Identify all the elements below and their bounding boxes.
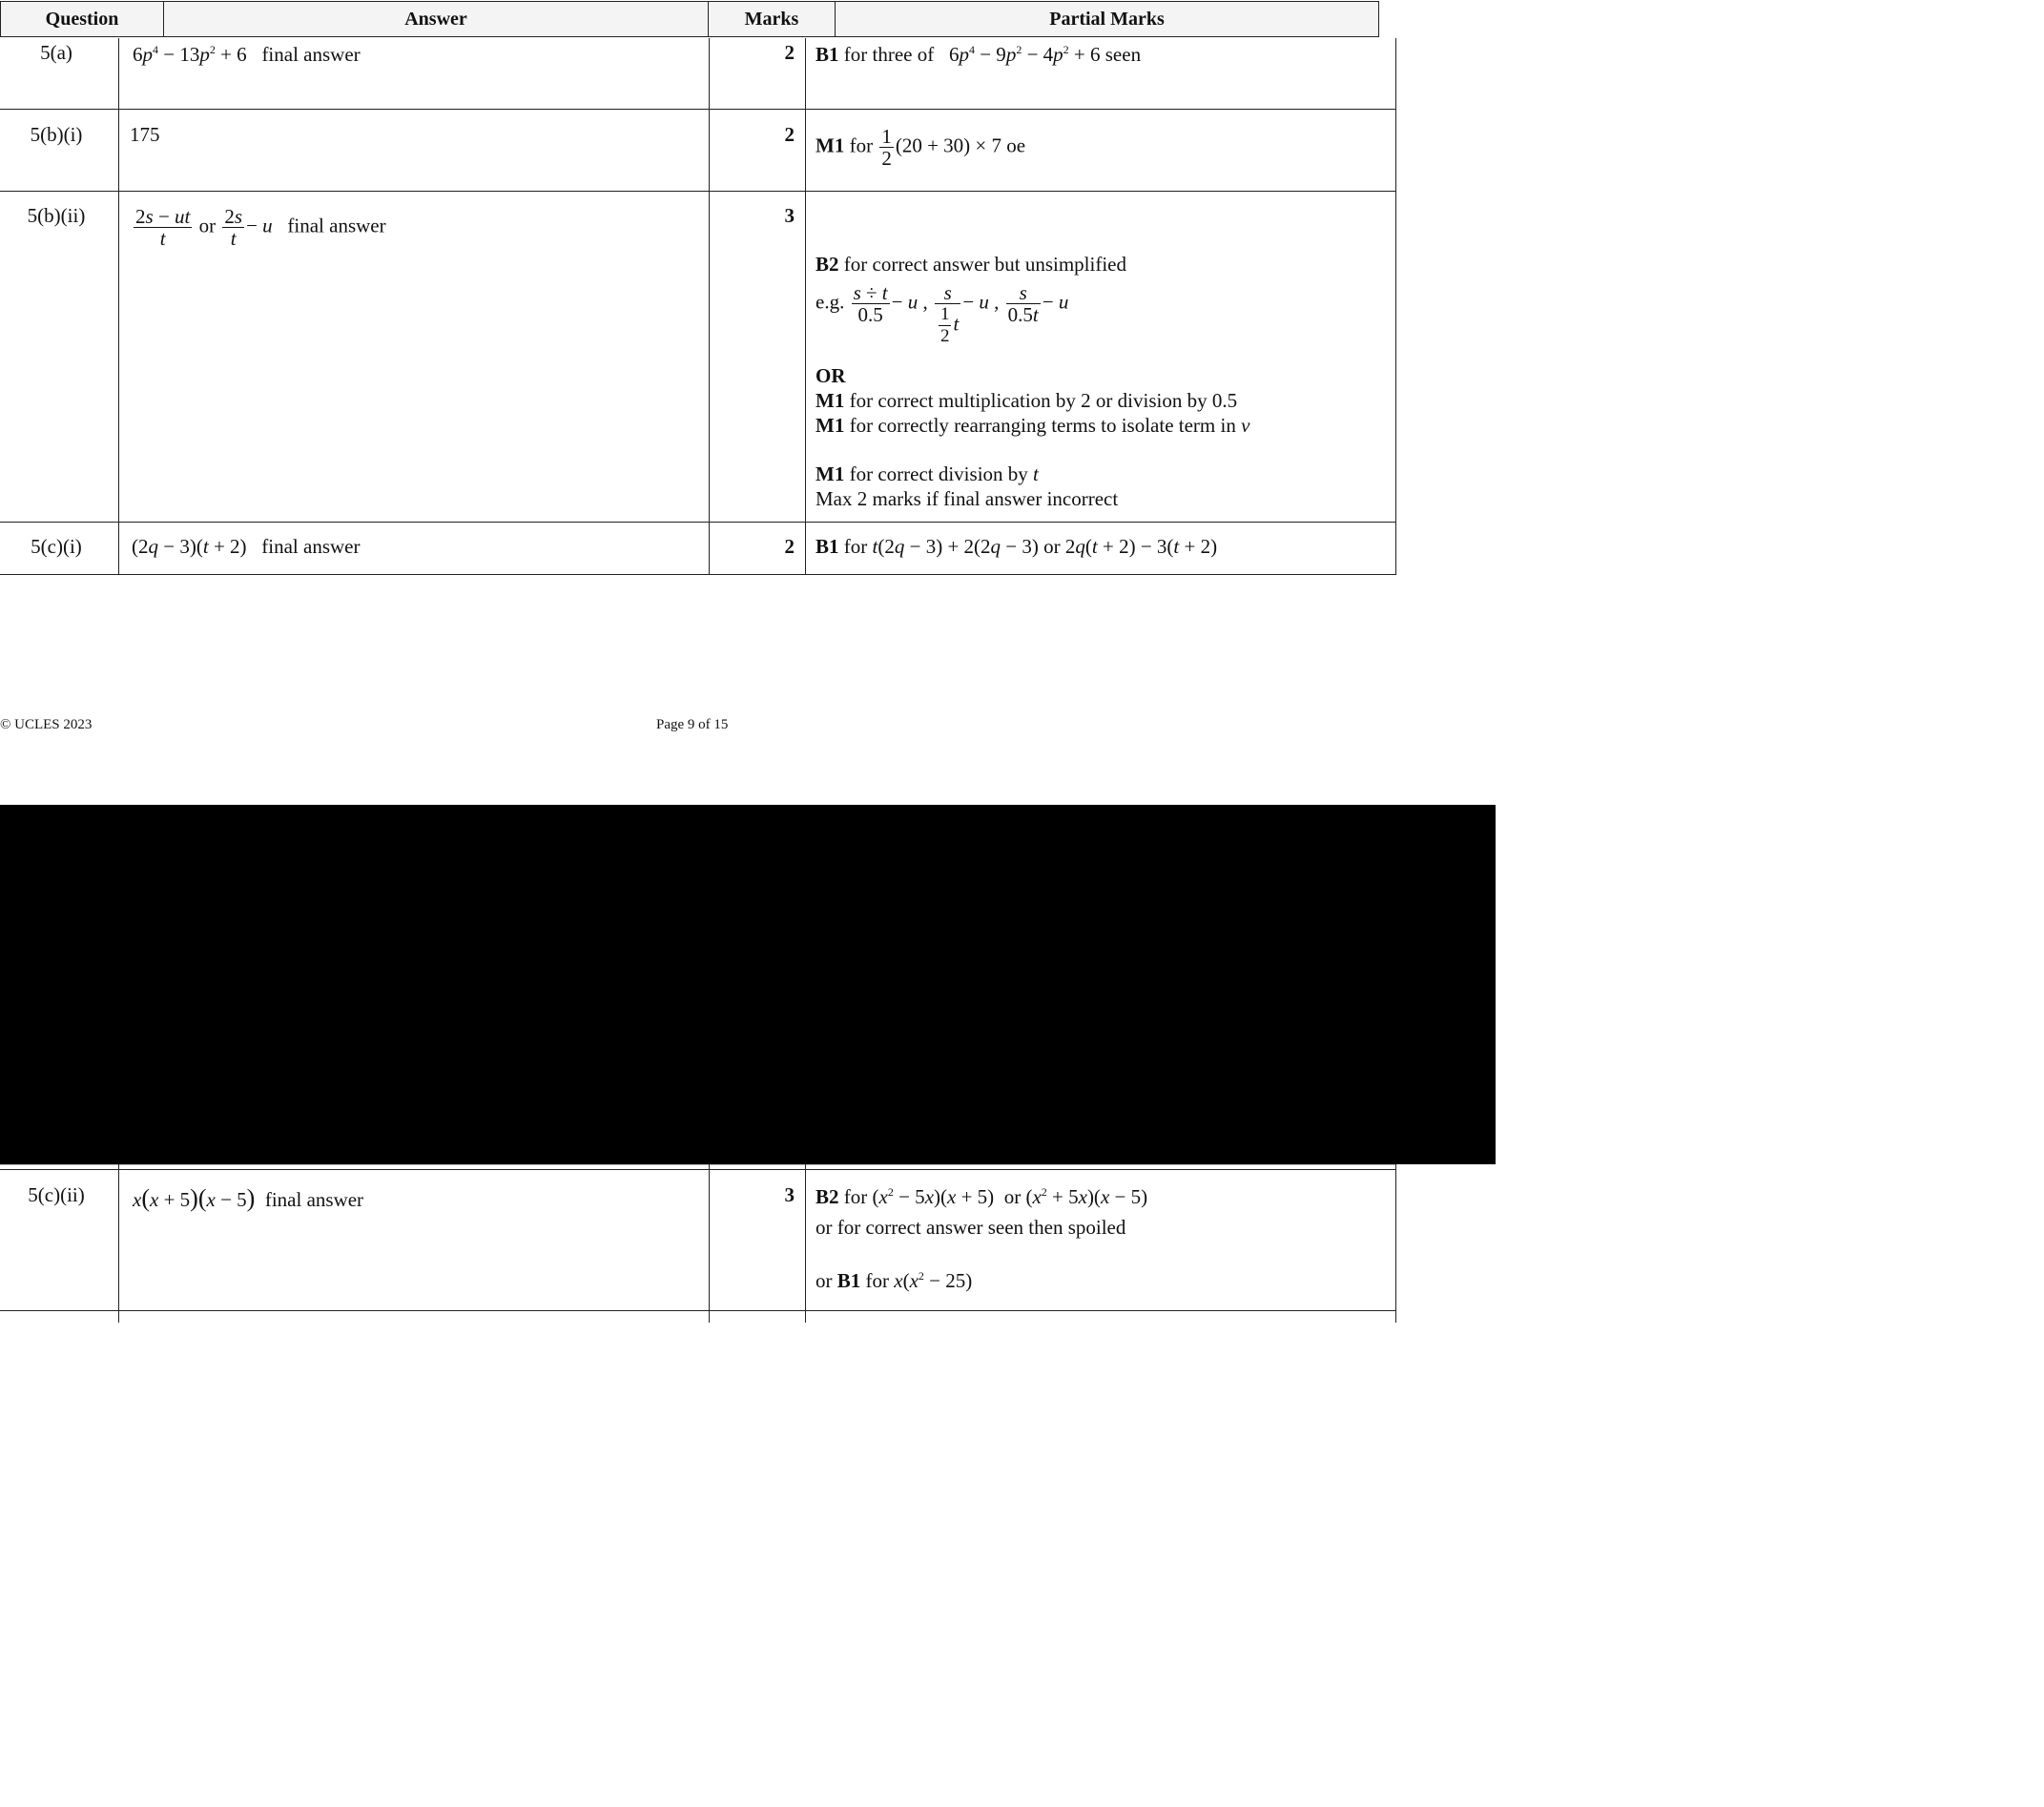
header-partial <box>835 1 1379 37</box>
grid-line <box>1395 38 1396 575</box>
partial-or: or <box>1043 535 1061 558</box>
example-fraction-3: $\frac{s}{0.5t}$ <box>1007 281 1039 326</box>
partial-text: for correct division by <box>849 462 1028 485</box>
header-answer <box>163 1 709 37</box>
marks-value: 2 <box>784 41 795 64</box>
partial-lead: M1 <box>816 389 845 412</box>
partial-suffix: seen <box>1105 43 1142 66</box>
partial-lead: M1 <box>816 414 845 437</box>
answer-suffix: final answer <box>264 1188 364 1211</box>
question-number: 5(a) <box>40 41 72 64</box>
partial-expression: $6p^4 - 9p^2 - 4p^2 + 6$ <box>948 43 1101 66</box>
partial-text: for <box>865 1269 890 1292</box>
header-question-label: Question <box>45 8 119 30</box>
grid-line <box>0 1164 1396 1165</box>
marks-value: 3 <box>784 204 795 227</box>
question-number: 5(c)(i) <box>31 535 82 558</box>
grid-line <box>709 1164 710 1323</box>
partial-lead: B1 <box>816 535 839 558</box>
question-number: 5(c)(ii) <box>28 1183 85 1206</box>
answer-suffix: final answer <box>261 43 361 66</box>
marks-value: 2 <box>784 535 795 558</box>
answer-fraction-2: $\frac{2s}{t}$ <box>224 205 243 250</box>
grid-line <box>118 1164 119 1323</box>
partial-lead: M1 <box>816 462 845 485</box>
question-number: 5(b)(ii) <box>27 204 86 227</box>
partial-5ci <box>816 535 1217 559</box>
answer-5cii <box>133 1184 363 1213</box>
partial-lead: B1 <box>816 43 839 66</box>
partial-expression: $x(x^2 - 25)$ <box>894 1269 973 1292</box>
answer-5ci <box>132 535 361 559</box>
grid-line <box>709 38 710 575</box>
answer-5bii: $\frac{2s - ut}{t}$ or $\frac{2s}{t}$ − u final answer <box>135 205 386 250</box>
copyright: © UCLES 2023 <box>0 717 93 732</box>
header-answer-label: Answer <box>404 8 467 30</box>
grid-line <box>0 1310 1396 1311</box>
partial-lead: B2 <box>816 253 839 276</box>
header-marks-label: Marks <box>744 8 799 30</box>
answer-suffix: final answer <box>287 214 386 237</box>
partial-text: for <box>849 133 874 157</box>
fraction-half: $\frac{1}{2}$ <box>881 125 892 170</box>
partial-text: for <box>843 535 868 558</box>
partial-expression-alt: 2q(t + 2) − 3(t + 2) <box>1064 535 1218 558</box>
partial-5cii-line3 <box>816 1269 972 1293</box>
answer-5bi: 175 <box>130 123 160 146</box>
partial-text: for correct multiplication by 2 or division by 0.5 <box>849 389 1238 412</box>
partial-or: or <box>816 1269 833 1292</box>
partial-5bii-examples: e.g. $\frac{s \div t}{0.5}$ − u , s $\frac{1}{2}$ t − u , $\frac{s}{0.5t}$ − u <box>816 281 1069 346</box>
grid-line <box>0 191 1396 192</box>
partial-or: or <box>1003 1185 1022 1208</box>
partial-expression: t(2q − 3) + 2(2q − 3) <box>872 535 1039 558</box>
marks-value: 3 <box>784 1183 795 1206</box>
partial-5a <box>816 43 1141 67</box>
partial-5bi <box>816 126 1025 169</box>
answer-suffix: final answer <box>261 535 361 558</box>
partial-expression: (20 + 30) × 7 oe <box>895 133 1026 157</box>
partial-text: for three of <box>843 43 935 66</box>
example-fraction-1: $\frac{s \div t}{0.5}$ <box>853 281 888 326</box>
example-fraction-2: s $\frac{1}{2}$ t <box>935 282 960 347</box>
partial-expression: $(x^2 - 5x)(x + 5)$ <box>872 1185 995 1208</box>
partial-text: for correctly rearranging terms to isolate term in <box>849 414 1236 437</box>
grid-line <box>805 1164 806 1323</box>
answer-expression: $6p^4 - 13p^2 + 6$ <box>133 43 247 66</box>
partial-5bii-max: Max 2 marks if final answer incorrect <box>816 487 1119 510</box>
partial-5bii-line1 <box>816 253 1126 277</box>
answer-expression: (2q − 3)(t + 2) <box>132 535 247 558</box>
redaction-bar <box>0 805 1496 1164</box>
partial-expression-alt: $(x^2 + 5x)(x - 5)$ <box>1025 1185 1148 1208</box>
partial-5bii-m1c <box>816 462 1039 486</box>
partial-or-label: OR <box>816 364 846 387</box>
partial-lead: M1 <box>816 133 845 157</box>
page-number: Page 9 of 15 <box>656 717 729 732</box>
partial-lead: B1 <box>836 1269 861 1292</box>
grid-line <box>0 574 1396 575</box>
grid-line <box>0 522 1396 523</box>
answer-5a <box>133 43 361 67</box>
partial-text: for correct answer but unsimplified <box>843 253 1127 276</box>
partial-variable: t <box>1033 462 1039 485</box>
partial-text: for <box>843 1185 868 1208</box>
answer-expression: x(x + 5)(x − 5) <box>133 1184 256 1212</box>
answer-or: or <box>198 214 217 237</box>
partial-lead: B2 <box>816 1185 839 1208</box>
question-number: 5(b)(i) <box>30 123 83 146</box>
eg-label: e.g. <box>816 290 845 314</box>
partial-5bii-m1b <box>816 414 1249 438</box>
grid-line <box>805 38 806 575</box>
answer-fraction-1: $\frac{2s - ut}{t}$ <box>135 205 191 250</box>
partial-5cii-line2: or for correct answer seen then spoiled <box>816 1216 1126 1239</box>
header-question <box>0 1 164 37</box>
header-partial-label: Partial Marks <box>1049 8 1165 30</box>
grid-line <box>1395 1164 1396 1323</box>
header-marks <box>708 1 836 37</box>
partial-variable: v <box>1241 414 1250 437</box>
partial-5cii-line1 <box>816 1185 1147 1209</box>
partial-5bii-m1a <box>816 389 1237 413</box>
marks-value: 2 <box>784 123 795 146</box>
grid-line <box>118 38 119 575</box>
grid-line <box>0 1169 1396 1170</box>
grid-line <box>0 109 1396 110</box>
